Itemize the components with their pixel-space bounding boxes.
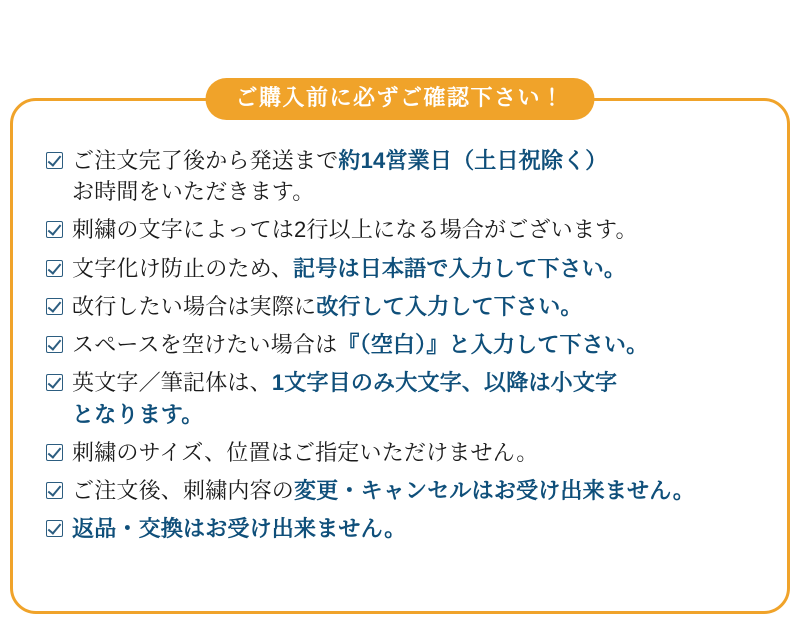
checklist-item-line (72, 176, 607, 207)
checkbox-checked-icon (46, 221, 63, 238)
checklist-item-line (72, 329, 648, 360)
emphasis-text: 記号は日本語で入力して下さい。 (293, 255, 627, 281)
checklist-item (46, 253, 762, 284)
emphasis-text: 返品・交換はお受け出来ません。 (72, 516, 407, 542)
checklist-item-text (72, 475, 695, 506)
checklist-item-line (72, 214, 638, 245)
emphasis-text: となります。 (72, 401, 204, 427)
checklist-item-line (72, 367, 617, 398)
plain-text: 改行したい場合は実際に (72, 293, 317, 319)
plain-text: スペースを空けたい場合は (72, 332, 338, 358)
emphasis-text: 改行して入力して下さい。 (316, 293, 583, 319)
checkbox-checked-icon (46, 260, 63, 277)
plain-text: 文字化け防止のため、 (72, 255, 294, 281)
checkbox-checked-icon (46, 520, 63, 537)
plain-text: 刺繍の文字によっては2行以上になる場合がございます。 (72, 217, 638, 243)
checklist-item (46, 513, 762, 544)
checklist-item-line (72, 475, 695, 506)
plain-text: 刺繍のサイズ、位置はご指定いただけません。 (72, 439, 539, 465)
emphasis-text: 『（空白）』と入力して下さい。 (337, 332, 649, 358)
emphasis-text: 約14営業日（土日祝除く） (338, 148, 608, 173)
checklist (46, 145, 762, 552)
checklist-item (46, 329, 762, 360)
checklist-item (46, 437, 762, 468)
checklist-item-line (72, 437, 538, 468)
checklist-item-text (72, 214, 638, 245)
checklist-item-line (72, 399, 617, 430)
checkbox-checked-icon (46, 482, 63, 499)
checklist-item (46, 214, 762, 245)
checklist-item-text (72, 329, 648, 360)
checklist-item-text (72, 367, 617, 429)
checklist-item-line (72, 145, 607, 176)
checklist-item-text (72, 291, 583, 322)
plain-text: ご注文完了後から発送まで (72, 148, 339, 173)
emphasis-text: 1文字目のみ大文字、以降は小文字 (271, 370, 618, 396)
checklist-item-line (72, 513, 406, 544)
plain-text: お時間をいただきます。 (72, 179, 315, 205)
checkbox-checked-icon (46, 374, 63, 391)
checklist-item-line (72, 291, 583, 322)
checklist-item (46, 145, 762, 207)
plain-text: 英文字／筆記体は、 (72, 370, 272, 396)
checklist-item-line (72, 253, 626, 284)
checkbox-checked-icon (46, 444, 63, 461)
checklist-item (46, 291, 762, 322)
checklist-item-text (72, 437, 538, 468)
checkbox-checked-icon (46, 298, 63, 315)
checkbox-checked-icon (46, 336, 63, 353)
checklist-item-text (72, 513, 406, 544)
checklist-item-text (72, 253, 626, 284)
notice-title-badge: ご購入前に必ずご確認下さい！ (205, 78, 594, 120)
checklist-item-text (72, 145, 607, 207)
checklist-item (46, 475, 762, 506)
plain-text: ご注文後、刺繍内容の (72, 478, 295, 504)
checklist-item (46, 367, 762, 429)
emphasis-text: 変更・キャンセルはお受け出来ません。 (294, 478, 695, 504)
checkbox-checked-icon (46, 152, 63, 169)
